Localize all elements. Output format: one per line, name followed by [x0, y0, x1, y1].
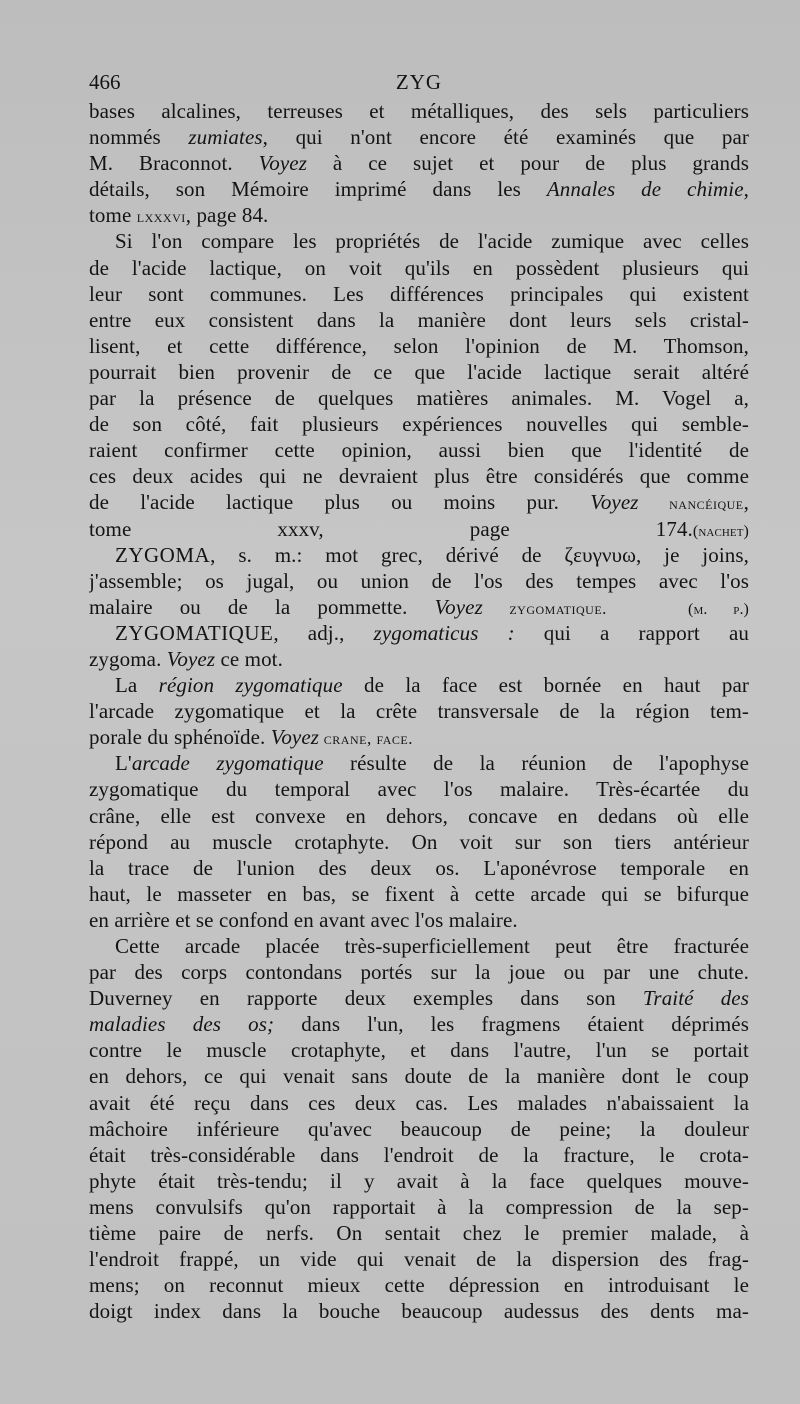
- text-line: tome xxxv, page 174.(nachet): [89, 516, 749, 541]
- text-line: l'arcade zygomatique et la crête transversale de la région tem-: [89, 699, 749, 724]
- text-line: Cette arcade placée très-superficiellement peut être fracturée: [115, 934, 749, 958]
- text-line: ces deux acides qui ne devraient plus être considérés que comme: [89, 464, 749, 489]
- text-line: phyte était très-tendu; il y avait à la face quelques mouve-: [89, 1168, 749, 1193]
- text-line: haut, le masseter en bas, se fixent à cette arcade qui se bifurque: [89, 881, 749, 906]
- text-line: zygoma. Voyez ce mot.: [89, 646, 283, 671]
- text-line: j'assemble; os jugal, ou union de l'os des tempes avec l'os: [89, 568, 749, 593]
- text-line: en dehors, ce qui venait sans doute de la manière dont le coup: [89, 1064, 749, 1089]
- text-line: en arrière et se confond en avant avec l'os malaire.: [89, 907, 518, 932]
- text-line: tième paire de nerfs. On sentait chez le premier malade, à: [89, 1221, 749, 1246]
- text-line: La région zygomatique de la face est bornée en haut par: [115, 673, 749, 698]
- author-signature: (m. p.): [688, 600, 749, 618]
- text-line: malaire ou de la pommette. Voyez zygomatique. (m. p.): [89, 594, 749, 619]
- text-line: contre le muscle crotaphyte, et dans l'autre, l'un se portait: [89, 1038, 749, 1063]
- text-line: par la présence de quelques matières animales. M. Vogel a,: [89, 386, 749, 411]
- entry-headword: ZYGOMATIQUE: [115, 620, 274, 645]
- text-line: leur sont communes. Les différences principales qui existent: [89, 281, 749, 306]
- text-line: mâchoire inférieure qu'avec beaucoup de peine; la douleur: [89, 1116, 749, 1141]
- body-text: [89, 98, 749, 1324]
- text-line: de l'acide lactique plus ou moins pur. Voyez nancéique,: [89, 490, 749, 515]
- text-line: de l'acide lactique, on voit qu'ils en possèdent plusieurs qui: [89, 255, 749, 280]
- text-line: répond au muscle crotaphyte. On voit sur son tiers antérieur: [89, 829, 749, 854]
- text-line: par des corps contondans portés sur la joue ou par une chute.: [89, 960, 749, 985]
- page-header: [89, 70, 749, 100]
- text-line: doigt index dans la bouche beaucoup audessus des dents ma-: [89, 1299, 749, 1324]
- text-line: était très-considérable dans l'endroit de la fracture, le crota-: [89, 1142, 749, 1167]
- text-line: pourrait bien provenir de ce que l'acide lactique serait altéré: [89, 359, 749, 384]
- running-head: ZYG: [395, 70, 443, 94]
- text-line: L'arcade zygomatique résulte de la réunion de l'apophyse: [115, 751, 749, 776]
- text-line: crâne, elle est convexe en dehors, concave en dedans où elle: [89, 803, 749, 828]
- text-line: Duverney en rapporte deux exemples dans son Traité des: [89, 986, 749, 1011]
- text-line: raient confirmer cette opinion, aussi bien que l'identité de: [89, 438, 749, 463]
- text-line: entre eux consistent dans la manière dont leurs sels cristal-: [89, 307, 749, 332]
- text-line: mens; on reconnut mieux cette dépression en introduisant le: [89, 1273, 749, 1298]
- text-line: Si l'on compare les propriétés de l'acide zumique avec celles: [115, 229, 749, 254]
- text-line: bases alcalines, terreuses et métalliques, des sels particuliers: [89, 99, 749, 123]
- text-line: détails, son Mémoire imprimé dans les Annales de chimie,: [89, 177, 749, 202]
- text-line: M. Braconnot. Voyez à ce sujet et pour de plus grands: [89, 151, 749, 176]
- text-line: zygomatique du temporal avec l'os malaire. Très-écartée du: [89, 777, 749, 802]
- text-line: l'endroit frappé, un vide qui venait de la dispersion des frag-: [89, 1247, 749, 1272]
- text-line: nommés zumiates, qui n'ont encore été examinés que par: [89, 125, 749, 150]
- text-line: la trace de l'union des deux os. L'aponévrose temporale en: [89, 855, 749, 880]
- text-line: lisent, et cette différence, selon l'opinion de M. Thomson,: [89, 333, 749, 358]
- author-signature: (nachet): [692, 522, 749, 540]
- text-line: avait été reçu dans ces deux cas. Les malades n'abaissaient la: [89, 1090, 749, 1115]
- text-line: ZYGOMA, s. m.: mot grec, dérivé de ζευγνυω, je joins,: [115, 542, 749, 567]
- entry-headword: ZYGOMA: [115, 542, 211, 567]
- text-line: ZYGOMATIQUE, adj., zygomaticus : qui a rapport au: [115, 620, 749, 645]
- text-line: de son côté, fait plusieurs expériences nouvelles qui semble-: [89, 412, 749, 437]
- text-line: maladies des os; dans l'un, les fragmens étaient déprimés: [89, 1012, 749, 1037]
- page-number: 466: [89, 70, 121, 94]
- text-line: mens convulsifs qu'on rapportait à la compression de la sep-: [89, 1194, 749, 1219]
- text-line: tome lxxxvi, page 84.: [89, 203, 269, 228]
- text-line: porale du sphénoïde. Voyez crane, face.: [89, 725, 413, 750]
